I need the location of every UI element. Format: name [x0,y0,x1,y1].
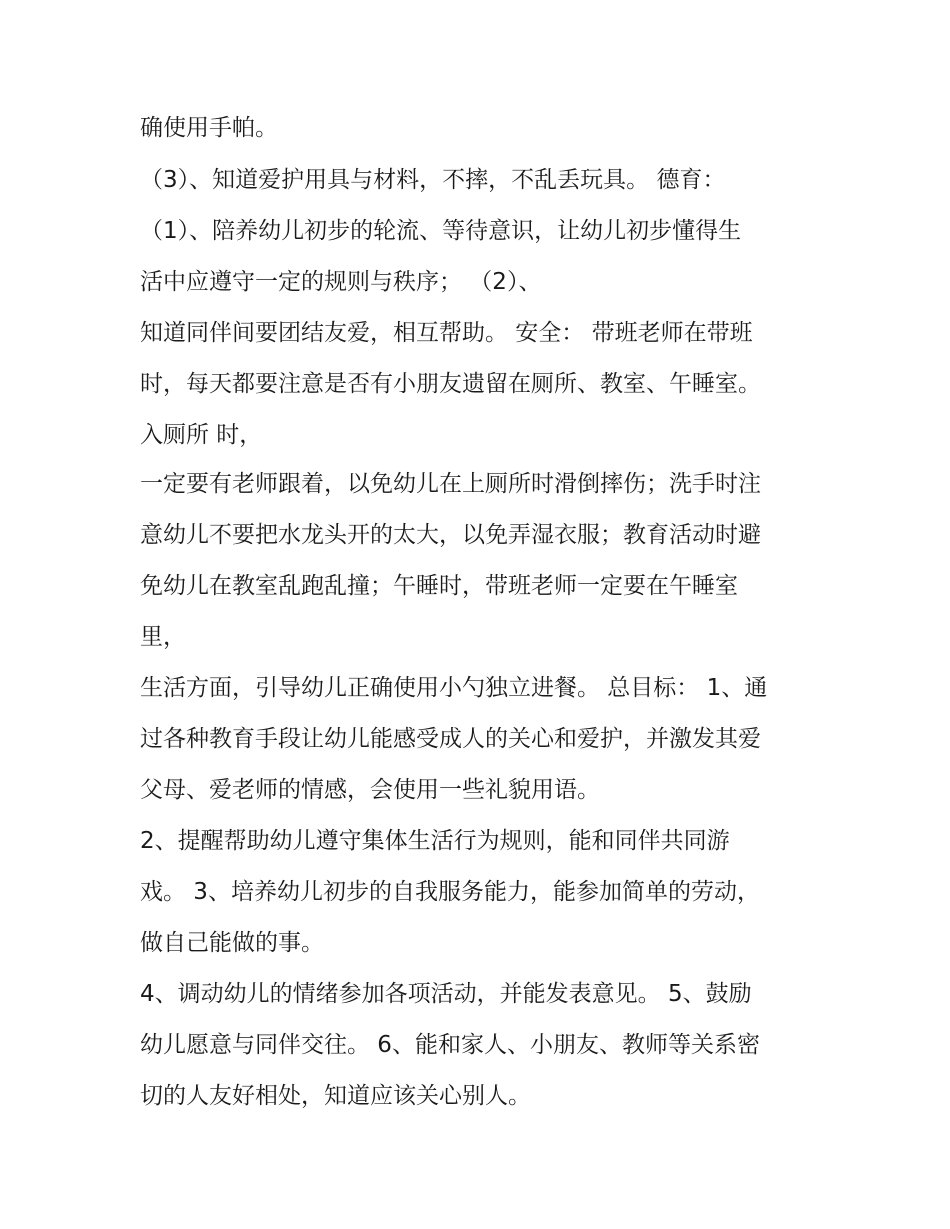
text-line: 知道同伴间要团结友爱，相互帮助。 安全： 带班老师在带班 [140,320,753,346]
text-line: 活中应遵守一定的规则与秩序； （2）、 [140,269,542,295]
text-line: 生活方面，引导幼儿正确使用小勺独立进餐。 总目标： 1、通 [140,675,768,701]
text-line: 免幼儿在教室乱跑乱撞；午睡时，带班老师一定要在午睡室 [140,573,738,599]
text-line: 戏。 3、培养幼儿初步的自我服务能力，能参加简单的劳动， [140,879,760,905]
text-line: 入厕所 时， [140,422,263,448]
text-line: 幼儿愿意与同伴交往。 6、能和家人、小朋友、教师等关系密 [140,1032,760,1058]
text-line: 做自己能做的事。 [140,930,324,956]
text-line: 2、提醒帮助幼儿遵守集体生活行为规则，能和同伴共同游 [140,828,730,854]
text-line: 过各种教育手段让幼儿能感受成人的关心和爱护，并激发其爱 [140,726,761,752]
text-line: 4、调动幼儿的情绪参加各项活动，并能发表意见。 5、鼓励 [140,981,752,1007]
text-line: 一定要有老师跟着，以免幼儿在上厕所时滑倒摔伤；洗手时注 [140,471,761,497]
text-line: 切的人友好相处，知道应该关心别人。 [140,1083,531,1109]
text-line: 时，每天都要注意是否有小朋友遗留在厕所、教室、午睡室。 [140,371,761,397]
text-line: 里， [140,624,186,650]
text-line: （1）、陪养幼儿初步的轮流、等待意识，让幼儿初步懂得生 [140,218,742,244]
text-line: （3）、知道爱护用具与材料，不摔，不乱丢玩具。 德育： [140,167,726,193]
text-line: 父母、爱老师的情感，会使用一些礼貌用语。 [140,777,600,803]
text-line: 确使用手帕。 [140,115,278,141]
text-line: 意幼儿不要把水龙头开的太大，以免弄湿衣服；教育活动时避 [140,522,761,548]
